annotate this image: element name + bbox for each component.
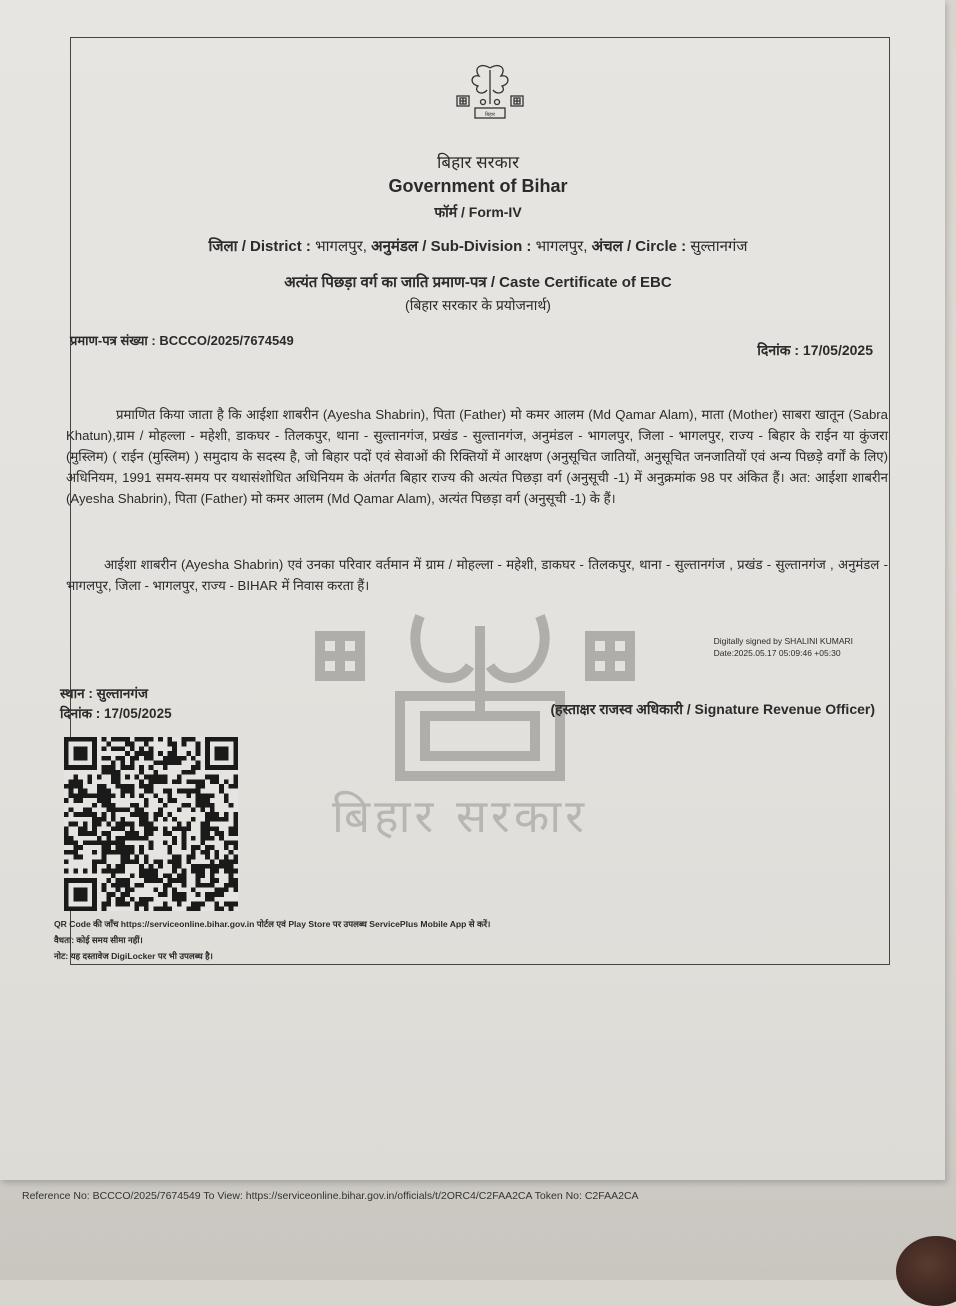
certificate-date-value: 17/05/2025: [802, 342, 873, 358]
district-line: [0, 236, 956, 256]
validity-note: वैधता: कोई समय सीमा नहीं।: [54, 935, 143, 945]
certificate-date-label: दिनांक :: [757, 342, 800, 358]
bihar-emblem-icon: [451, 58, 529, 128]
district-label: जिला / District :: [208, 238, 311, 255]
circle-value: सुल्तानगंज: [690, 238, 748, 255]
thumb-shadow: [896, 1236, 956, 1306]
place-date-block: [60, 684, 172, 724]
subdivision-value: भागलपुर,: [535, 238, 588, 255]
watermark-text: बिहार सरकार: [332, 789, 588, 843]
certification-paragraph: प्रमाणित किया जाता है कि आईशा शाबरीन (Ayesha Shabrin), पिता (Father) मो कमर आलम (Md Qamar Alam), माता (Mother) साबरा खातून (Sabra Khatun),ग्राम / मोहल्ला - महेशी, डाकघर - तिलकपुर, थाना - सुल्तानगंज, प्रखंड - सुल्तानगंज, अनुमंडल - भागलपुर, जिला - भागलपुर, राज्य - बिहार के राईन या कुंजरा (मुस्लिम) ( राईन (मुस्लिम) ) समुदाय के सदस्य है, जो बिहार पदों एवं सेवाओं की रिक्तियों में आरक्षण (अनुसूचित जातियों, अनुसूचित जनजातियों एवं अन्य पिछड़े वर्गों के लिए) अधिनियम, 1991 समय-समय पर यथासंशोधित अधिनियम के अंतर्गत बिहार राज्य की अत्यंत पिछड़ा वर्ग (अनुसूची -1) में अनुक्रमांक 98 पर अंकित हैं। अत: आईशा शाबरीन (Ayesha Shabrin), पिता (Father) मो कमर आलम (Md Qamar Alam), अत्यंत पिछड़ा वर्ग (अनुसूची -1) के हैं।: [66, 407, 888, 506]
issue-date-line: दिनांक : 17/05/2025: [60, 706, 172, 721]
subdivision-label: अनुमंडल / Sub-Division :: [371, 238, 532, 255]
district-value: भागलपुर,: [315, 238, 367, 255]
certificate-purpose: (बिहार सरकार के प्रयोजनार्थ): [405, 297, 551, 313]
residence-paragraph: आईशा शाबरीन (Ayesha Shabrin) एवं उनका परिवार वर्तमान में ग्राम / मोहल्ला - महेशी, डाकघर - तिलकपुर, थाना - सुल्तानगंज , प्रखंड - सुल्तानगंज , अनुमंडल - भागलपुर, जिला - भागलपुर, राज्य - BIHAR में निवास करता हैं।: [66, 557, 888, 593]
certificate-date: [757, 341, 873, 360]
certificate-number-label: प्रमाण-पत्र संख्या :: [70, 333, 156, 348]
qr-verification-note: QR Code की जाँच https://serviceonline.bihar.gov.in पोर्टल एवं Play Store पर उपलब्ध ServicePlus Mobile App से करें।: [54, 919, 491, 929]
reference-line: Reference No: BCCCO/2025/7674549 To View: https://serviceonline.bihar.gov.in/officials/t/2ORC4/C2FAA2CA Token No: C2FAA2CA: [22, 1190, 639, 1202]
certificate-number: [70, 331, 294, 349]
certificate-number-value: BCCCO/2025/7674549: [159, 333, 294, 348]
certificate-title: अत्यंत पिछड़ा वर्ग का जाति प्रमाण-पत्र / Caste Certificate of EBC: [284, 274, 672, 291]
digital-signature-name: Digitally signed by SHALINI KUMARI: [713, 636, 853, 646]
form-label: फॉर्म / Form-IV: [434, 204, 522, 220]
qr-code-icon[interactable]: [62, 737, 240, 911]
english-title: Government of Bihar: [388, 176, 568, 196]
digital-signature: [714, 635, 853, 659]
hindi-title: बिहार सरकार: [436, 153, 520, 172]
digital-signature-date: Date:2025.05.17 05:09:46 +05:30: [713, 648, 841, 658]
emblem-label: बिहार: [484, 112, 496, 118]
digilocker-note: नोट: यह दस्तावेज DigiLocker पर भी उपलब्ध है।: [54, 951, 213, 961]
place-line: स्थान : सुल्तानगंज: [60, 686, 149, 701]
signature-officer: (हस्ताक्षर राजस्व अधिकारी / Signature Revenue Officer): [550, 701, 875, 717]
circle-label: अंचल / Circle :: [591, 238, 687, 255]
